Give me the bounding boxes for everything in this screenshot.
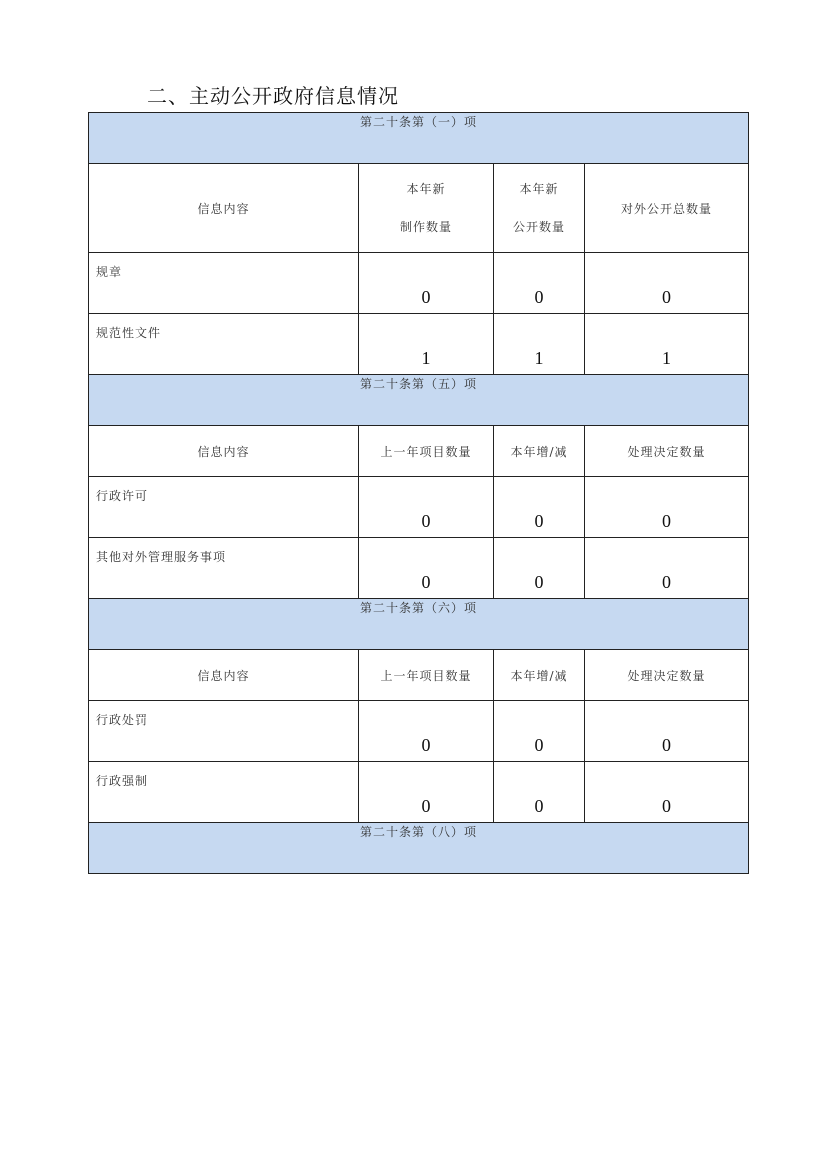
row-value: 0 xyxy=(359,253,494,314)
row-value: 0 xyxy=(585,477,749,538)
disclosure-table xyxy=(88,112,749,874)
page-title: 二、主动公开政府信息情况 xyxy=(147,84,399,108)
header-new-published: 本年新 公开数量 xyxy=(494,164,585,253)
row-value: 0 xyxy=(494,253,585,314)
row-value: 0 xyxy=(585,538,749,599)
column-header-row xyxy=(89,650,749,701)
section-heading: 第二十条第（五）项 xyxy=(89,375,749,426)
row-value: 0 xyxy=(585,701,749,762)
section-heading-row xyxy=(89,375,749,426)
row-value: 0 xyxy=(494,477,585,538)
row-label: 行政处罚 xyxy=(89,701,359,762)
header-total-published: 对外公开总数量 xyxy=(585,164,749,253)
column-header-row xyxy=(89,426,749,477)
row-value: 0 xyxy=(359,477,494,538)
table-row xyxy=(89,701,749,762)
row-label: 行政许可 xyxy=(89,477,359,538)
section-heading: 第二十条第（六）项 xyxy=(89,599,749,650)
row-label: 其他对外管理服务事项 xyxy=(89,538,359,599)
row-value: 1 xyxy=(359,314,494,375)
section-heading-row xyxy=(89,599,749,650)
header-prev-year-count: 上一年项目数量 xyxy=(359,426,494,477)
row-value: 1 xyxy=(494,314,585,375)
header-new-created: 本年新 制作数量 xyxy=(359,164,494,253)
row-label: 规范性文件 xyxy=(89,314,359,375)
row-value: 0 xyxy=(494,538,585,599)
header-change: 本年增/减 xyxy=(494,426,585,477)
row-value: 0 xyxy=(494,762,585,823)
header-info-content: 信息内容 xyxy=(89,164,359,253)
section-heading-row xyxy=(89,823,749,874)
section-heading-row xyxy=(89,113,749,164)
row-value: 1 xyxy=(585,314,749,375)
header-info-content: 信息内容 xyxy=(89,650,359,701)
row-value: 0 xyxy=(585,253,749,314)
section-heading: 第二十条第（一）项 xyxy=(89,113,749,164)
header-info-content: 信息内容 xyxy=(89,426,359,477)
header-change: 本年增/减 xyxy=(494,650,585,701)
header-prev-year-count: 上一年项目数量 xyxy=(359,650,494,701)
table-row xyxy=(89,477,749,538)
row-label: 行政强制 xyxy=(89,762,359,823)
header-decision-count: 处理决定数量 xyxy=(585,426,749,477)
row-value: 0 xyxy=(359,762,494,823)
header-decision-count: 处理决定数量 xyxy=(585,650,749,701)
row-value: 0 xyxy=(494,701,585,762)
section-heading: 第二十条第（八）项 xyxy=(89,823,749,874)
table-row xyxy=(89,538,749,599)
row-value: 0 xyxy=(359,701,494,762)
table-row xyxy=(89,253,749,314)
table-row xyxy=(89,314,749,375)
row-label: 规章 xyxy=(89,253,359,314)
column-header-row xyxy=(89,164,749,253)
row-value: 0 xyxy=(585,762,749,823)
row-value: 0 xyxy=(359,538,494,599)
table-row xyxy=(89,762,749,823)
